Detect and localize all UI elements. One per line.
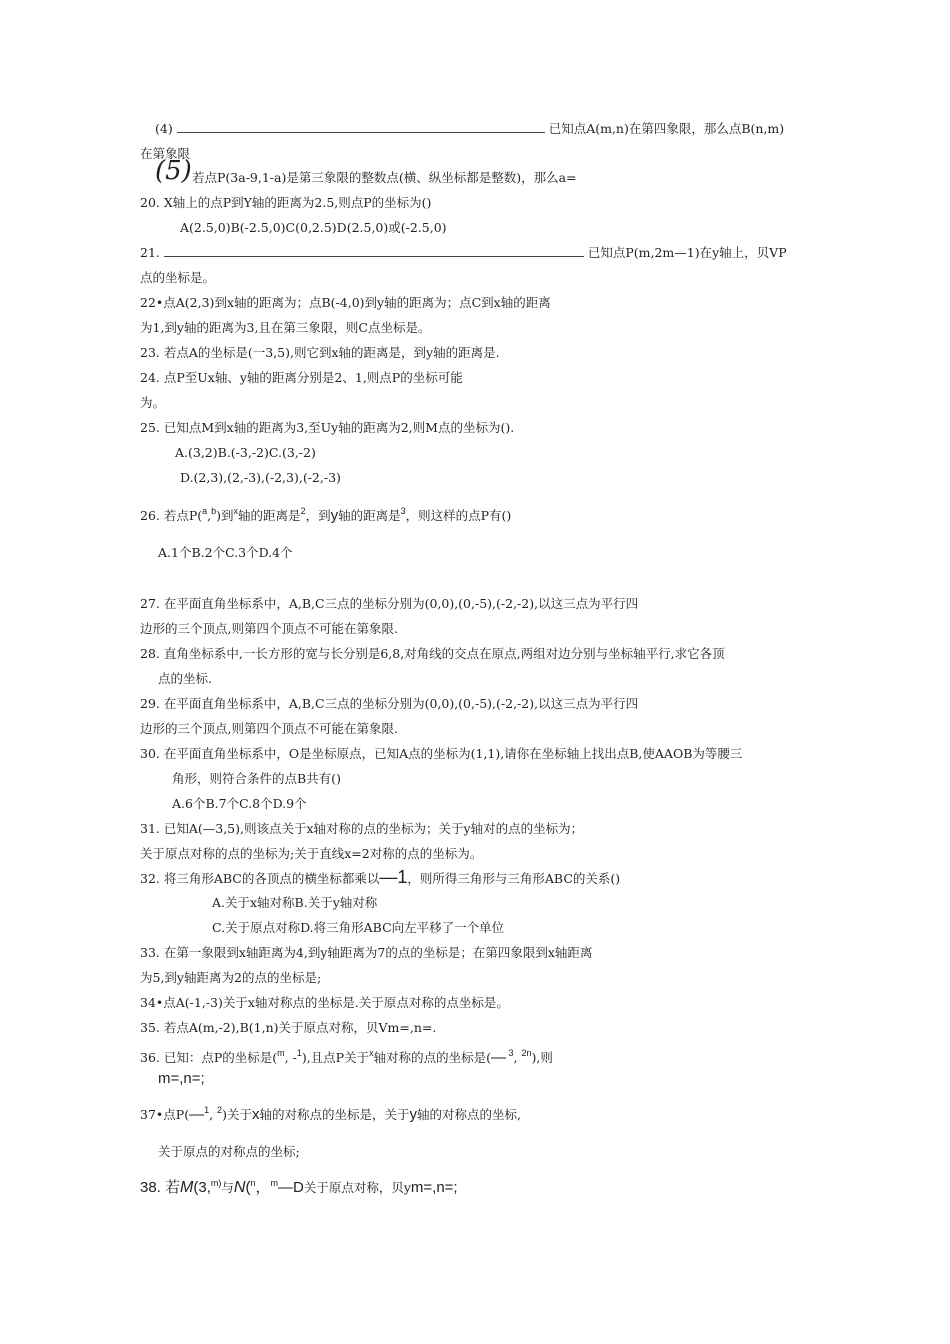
q32-options-2: C.关于原点对称D.将三角形ABC向左平移了一个单位	[212, 920, 505, 935]
q31-line2: 关于原点对称的点的坐标为;关于直线x=2对称的点的坐标为。	[140, 846, 483, 861]
q21-line1	[140, 245, 787, 261]
q38-var-m: m)	[210, 1178, 222, 1188]
q25-options-1: A.(3,2)B.(-3,-2)C.(3,-2)	[175, 445, 316, 460]
q32-part: 32. 将三角形ABC的各顶点的横坐标都乘以	[140, 871, 380, 886]
q26-text	[140, 508, 511, 525]
q37-part: 轴的对称点的坐标是，关于	[259, 1107, 410, 1122]
q37-val-1: 1	[204, 1105, 210, 1115]
q23-text: 23. 若点A的坐标是(一3,5),则它到x轴的距离是，到y轴的距离是.	[140, 345, 500, 360]
q26-part: ，到	[305, 508, 331, 523]
q35-text: 35. 若点A(m,-2),B(1,n)关于原点对称，贝Vm=,n=.	[140, 1020, 437, 1035]
q4-text: 已知点A(m,n)在第四象限，那么点B(n,m)	[548, 121, 785, 136]
q33-line1: 33. 在第一象限到x轴距离为4,到y轴距离为7的点的坐标是；在第四象限到x轴距离	[140, 945, 593, 960]
q37-dash: —	[189, 1106, 205, 1123]
q30-options: A.6个B.7个C.8个D.9个	[172, 796, 307, 811]
q4-line2: 在第象限	[140, 146, 191, 161]
q30-line1: 30. 在平面直角坐标系中，O是坐标原点，已知A点的坐标为(1,1),请你在坐标轴上找出点B,使AAOB为等腰三	[140, 746, 743, 761]
q38-var-N: N	[233, 1179, 246, 1196]
q33-line2: 为5,到y轴距离为2的点的坐标是;	[140, 970, 322, 985]
q21-text: 已知点P(m,2m—1)在y轴上，贝VP	[587, 245, 787, 260]
q38-part: 38. 若	[140, 1179, 181, 1196]
q34-text: 34•点A(-1,-3)关于x轴对称点的坐标是.关于原点对称的点坐标是。	[140, 995, 509, 1010]
q26-options: A.1个B.2个C.3个D.4个	[158, 545, 293, 560]
q32-part: ，则所得三角形与三角形ABC的关系()	[407, 871, 621, 886]
q37-line2: 关于原点的对称点的坐标;	[158, 1144, 300, 1159]
q5-number: (5)	[155, 156, 192, 186]
q26-val-3: 3	[400, 506, 406, 516]
q4-line1	[155, 121, 784, 137]
q26-part: )到	[216, 508, 234, 523]
q26-part: ，则这样的点P有()	[405, 508, 512, 523]
q38-part: 关于原点对称，贝y	[303, 1180, 411, 1195]
q36-part: ),且点P关于	[301, 1050, 370, 1065]
q26-part: ,	[207, 508, 212, 523]
q31-line1: 31. 已知A(—3,5),则该点关于x轴对称的点的坐标为；关于y轴对的点的坐标为；	[140, 821, 584, 836]
q20-options: A(2.5,0)B(-2.5,0)C(0,2.5)D(2.5,0)或(-2.5,0)	[180, 220, 447, 235]
q4-blank	[177, 121, 545, 133]
q36-val-3: 3	[505, 1048, 514, 1058]
q22-line2: 为1,到y轴的距离为3,且在第三象限，则C点坐标是。	[140, 320, 431, 335]
q32-factor: —1	[379, 867, 408, 887]
q38-part: —D	[277, 1179, 304, 1196]
q5-text: 若点P(3a-9,1-a)是第三象限的整数点(横、纵坐标都是整数)，那么a=	[192, 170, 577, 185]
q38-text	[140, 1180, 458, 1197]
q28-line2: 点的坐标.	[158, 671, 212, 686]
q29-line2: 边形的三个顶点,则第四个顶点不可能在第象限.	[140, 721, 398, 736]
q36-var-m: m	[277, 1048, 285, 1058]
q26-part: 轴的距离是	[338, 508, 401, 523]
q37-part: )关于	[222, 1107, 252, 1122]
q36-part: , -	[284, 1050, 297, 1065]
q21-blank	[164, 245, 584, 257]
q26-part: 轴的距离是	[238, 508, 301, 523]
q36-part: 36. 已知：点P的坐标是(	[140, 1050, 278, 1065]
q36-var-x: x	[369, 1048, 374, 1058]
q26-var-y: y	[330, 507, 339, 524]
q20-text: 20. X轴上的点P到Y轴的距离为2.5,则点P的坐标为()	[140, 195, 432, 210]
q26-var-b: b	[211, 506, 217, 516]
q38-part: m=,n=;	[410, 1179, 458, 1196]
q38-var-n: n	[250, 1178, 256, 1188]
q26-val-2: 2	[300, 506, 306, 516]
q37-part: ,	[209, 1107, 218, 1122]
q28-line1: 28. 直角坐标系中,一长方形的宽与长分别是6,8,对角线的交点在原点,两组对边分别与坐标轴平行,求它各顶	[140, 646, 725, 661]
q21-number: 21.	[140, 245, 160, 260]
q37-part: 轴的对称点的坐标,	[416, 1107, 521, 1122]
q37-var-y: y	[409, 1106, 417, 1123]
q38-var-M: M	[180, 1179, 194, 1196]
q25-text: 25. 已知点M到x轴的距离为3,至Uy轴的距离为2,则M点的坐标为().	[140, 420, 515, 435]
q32-text	[140, 869, 620, 887]
q29-line1: 29. 在平面直角坐标系中，A,B,C三点的坐标分别为(0,0),(0,-5),(-2,-2),以这三点为平行四	[140, 696, 639, 711]
q36-part: ,	[513, 1050, 522, 1065]
q37-val-2: 2	[217, 1105, 223, 1115]
q25-options-2: D.(2,3),(2,-3),(-2,3),(-2,-3)	[180, 470, 341, 485]
q32-options-1: A.关于x轴对称B.关于y轴对称	[212, 895, 378, 910]
q36-dash: —	[490, 1049, 506, 1066]
q21-line2: 点的坐标是。	[140, 270, 216, 285]
q38-part: ，	[255, 1179, 271, 1196]
q38-part: (3,	[193, 1179, 211, 1196]
q24-line2: 为。	[140, 395, 166, 410]
q30-line2: 角形，则符合条件的点B共有()	[172, 771, 341, 786]
q36-line2: m=,n=;	[158, 1070, 205, 1087]
q22-line1: 22•点A(2,3)到x轴的距离为；点B(-4,0)到y轴的距离为；点C到x轴的距离	[140, 295, 551, 310]
q26-var-x: x	[233, 506, 239, 516]
q36-val-1: 1	[296, 1048, 302, 1058]
q4-number: (4)	[155, 121, 173, 136]
q37-part: 37•点P(	[140, 1107, 190, 1122]
q26-var-a: a	[202, 506, 208, 516]
q24-line1: 24. 点P至Ux轴、y轴的距离分别是2、1,则点P的坐标可能	[140, 370, 463, 385]
q27-line1: 27. 在平面直角坐标系中，A,B,C三点的坐标分别为(0,0),(0,-5),(-2,-2),以这三点为平行四	[140, 596, 639, 611]
q38-part: (	[245, 1179, 251, 1196]
q38-var-m2: m	[270, 1178, 278, 1188]
q36-part: 轴对称的点的坐标是(	[373, 1050, 491, 1065]
q27-line2: 边形的三个顶点,则第四个顶点不可能在第象限.	[140, 621, 398, 636]
q38-part: 与	[221, 1180, 234, 1195]
q36-part: ),则	[531, 1050, 553, 1065]
q36-val-2n: 2n	[521, 1048, 532, 1058]
q37-text	[140, 1107, 521, 1124]
q26-part: 26. 若点P(	[140, 508, 203, 523]
q36-text	[140, 1050, 553, 1067]
q37-var-x: x	[251, 1106, 260, 1123]
